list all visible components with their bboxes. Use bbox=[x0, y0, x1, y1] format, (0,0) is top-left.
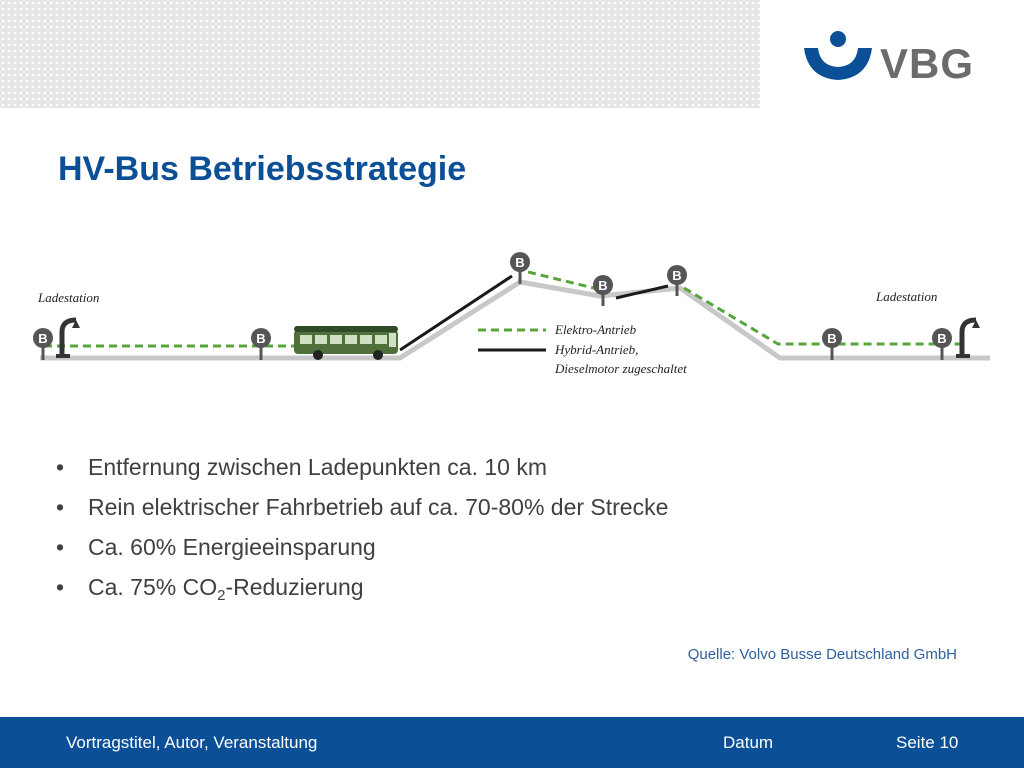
bus-stop-label: B bbox=[827, 331, 837, 346]
bullet-text: Entfernung zwischen Ladepunkten ca. 10 km bbox=[88, 454, 548, 480]
bullet-icon: • bbox=[56, 574, 65, 600]
route-diagram bbox=[0, 240, 1024, 390]
bullet-item bbox=[56, 492, 668, 532]
bus-stop-label: B bbox=[38, 331, 48, 346]
bus-stop bbox=[932, 328, 952, 360]
bullet-text-co2: Ca. 75% $CO_2$-Reduzierung bbox=[88, 574, 364, 604]
bus-stop-label: B bbox=[672, 268, 682, 283]
hybrid-segment-climb bbox=[400, 276, 512, 350]
source-note: Quelle: Volvo Busse Deutschland GmbH bbox=[687, 646, 957, 663]
bus-stop-label: B bbox=[256, 331, 266, 346]
vbg-logo-icon bbox=[802, 30, 872, 82]
bullet-list bbox=[56, 452, 668, 612]
station-label-right: Ladestation bbox=[876, 289, 938, 304]
bus-stop bbox=[33, 328, 53, 360]
bullet-icon: • bbox=[56, 454, 65, 480]
slide-title: HV-Bus Betriebsstrategie bbox=[58, 150, 467, 188]
legend-hybrid-label-line1: Hybrid-Antrieb, bbox=[555, 342, 639, 357]
footer-date: Datum bbox=[723, 733, 774, 752]
legend-hybrid-label-line2: Dieselmotor zugeschaltet bbox=[555, 361, 687, 376]
bullet-text: Ca. 60% Energieeinsparung bbox=[88, 534, 376, 560]
bullet-item bbox=[56, 572, 668, 612]
charging-station-left-icon bbox=[56, 320, 80, 358]
bullet-icon: • bbox=[56, 494, 65, 520]
bullet-icon: • bbox=[56, 534, 65, 560]
footer-page-number: Seite 10 bbox=[896, 733, 959, 752]
bus-stop bbox=[593, 275, 613, 306]
bus-stop-label: B bbox=[598, 278, 608, 293]
bullet-text: Rein elektrischer Fahrbetrieb auf ca. 70-80% der Strecke bbox=[88, 494, 669, 520]
charging-station-right-icon bbox=[956, 320, 980, 358]
road-profile bbox=[40, 282, 990, 358]
bus-stop bbox=[251, 328, 271, 360]
footer-bar bbox=[0, 717, 1024, 768]
legend-electric-label: Elektro-Antrieb bbox=[555, 322, 637, 337]
bus-stop bbox=[822, 328, 842, 360]
vbg-logo-text: VBG bbox=[880, 40, 975, 87]
bullet-item bbox=[56, 532, 668, 572]
bullet-item bbox=[56, 452, 668, 492]
bus-stop bbox=[510, 252, 530, 284]
bus-stop-label: B bbox=[515, 255, 525, 270]
legend bbox=[478, 322, 687, 376]
footer-presentation-info: Vortragstitel, Autor, Veranstaltung bbox=[66, 733, 318, 752]
bus-stop-label: B bbox=[937, 331, 947, 346]
bus-icon bbox=[294, 326, 398, 360]
station-label-left: Ladestation bbox=[38, 290, 100, 305]
